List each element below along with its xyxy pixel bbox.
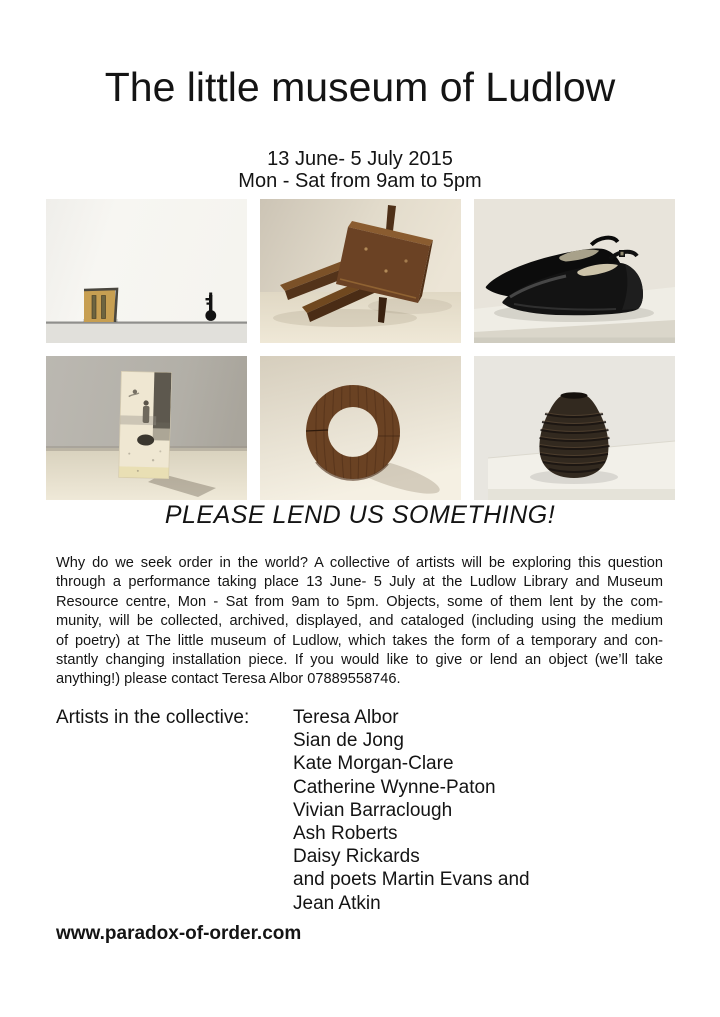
photo-wood-block-and-key xyxy=(46,199,247,343)
date-range: 13 June- 5 July 2015 xyxy=(267,148,453,170)
standing-photograph xyxy=(119,371,172,478)
ribbed-black-vase-image xyxy=(474,356,675,500)
slotted-wood-block xyxy=(84,289,117,322)
artist-name: Catherine Wynne-Paton xyxy=(293,776,496,798)
body-line: anything!) please contact Teresa Albor 07889558746. xyxy=(56,671,401,688)
body-paragraph xyxy=(56,554,663,690)
artists-list xyxy=(293,706,530,915)
artists-label: Artists in the collective: xyxy=(56,707,250,728)
body-line: Why do we seek order in the world? A collective of artists will be exploring this question xyxy=(56,555,663,571)
opening-hours: Mon - Sat from 9am to 5pm xyxy=(238,170,482,192)
artist-name: Vivian Barraclough xyxy=(293,799,453,821)
poster-title: The little museum of Ludlow xyxy=(104,64,616,110)
website-url: www.paradox-of-order.com xyxy=(56,923,302,944)
artist-name: Ash Roberts xyxy=(293,823,398,845)
exhibition-dates xyxy=(0,148,720,192)
body-line: of poetry) at The little museum of Ludlow, which takes the form of a temporary and con- xyxy=(56,632,663,649)
wooden-marking-gauge-image xyxy=(260,199,461,343)
lend-us-something-tagline: PLEASE LEND US SOMETHING! xyxy=(164,501,556,529)
photo-grid xyxy=(46,199,675,500)
wood-block-and-key-image xyxy=(46,199,247,343)
photo-black-wedge-shoes xyxy=(474,199,675,343)
photo-wooden-ring xyxy=(260,356,461,500)
body-line: munity, will be collected, archived, displayed, and cataloged (including using the medium xyxy=(56,613,663,630)
photo-wooden-marking-gauge xyxy=(260,199,461,343)
artist-name: Teresa Albor xyxy=(293,707,399,728)
photo-old-photograph xyxy=(46,356,247,500)
artist-name: Sian de Jong xyxy=(293,730,404,752)
body-line: Resource centre, Mon - Sat from 9am to 5pm. Objects, some of them lent by the com- xyxy=(56,593,663,610)
black-wedge-shoes-image xyxy=(474,199,675,343)
body-line: through a performance taking place 13 June- 5 July at the Ludlow Library and Museum xyxy=(56,574,663,591)
body-line: stantly changing installation piece. If you would like to give or lend an object (we’ll take xyxy=(56,652,663,669)
artist-name: Jean Atkin xyxy=(293,892,381,914)
wooden-ring-image xyxy=(260,356,461,500)
artist-name: and poets Martin Evans and xyxy=(293,869,530,891)
photo-ribbed-black-vase xyxy=(474,356,675,500)
old-photograph-image xyxy=(46,356,247,500)
artist-name: Kate Morgan-Clare xyxy=(293,753,454,775)
artist-name: Daisy Rickards xyxy=(293,846,420,868)
